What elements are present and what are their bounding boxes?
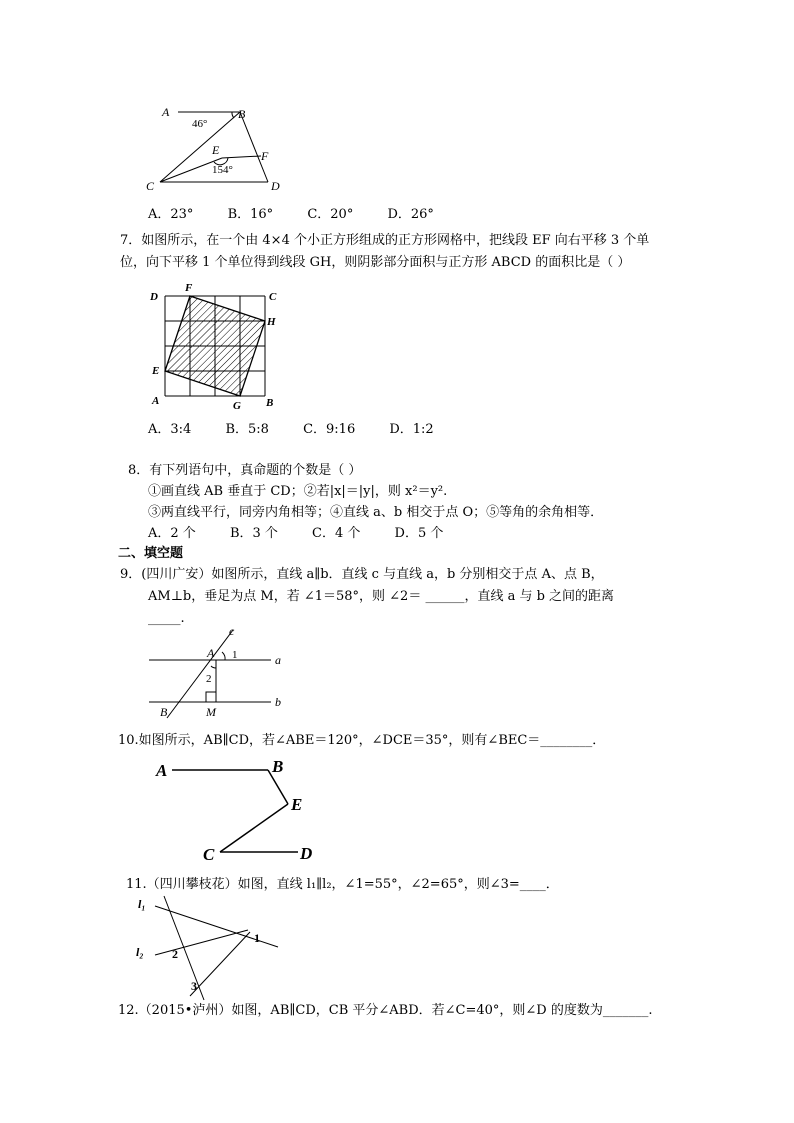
q11-label-l1: l₁ xyxy=(138,897,146,911)
q10-label-c: C xyxy=(203,845,215,864)
q9-label-a-line: a xyxy=(275,653,281,667)
q10-label-b: B xyxy=(272,757,284,776)
q11-label-1: 1 xyxy=(254,931,260,945)
q9-line1: 9．(四川广安）如图所示，直线 a∥b．直线 c 与直线 a，b 分别相交于点 A、点 B， xyxy=(120,567,604,582)
q11-label-l2: l₂ xyxy=(136,945,144,959)
grid-label-e: E xyxy=(152,365,160,377)
figure-q9 xyxy=(145,622,295,722)
q9-label-2: 2 xyxy=(206,673,212,685)
q8-options xyxy=(148,525,473,543)
q9-label-c: c xyxy=(229,624,235,638)
q7-line1: 7．如图所示，在一个由 4×4 个小正方形组成的正方形网格中，把线段 EF 向右平移 3 个单 xyxy=(120,233,650,248)
label-c: C xyxy=(146,179,155,193)
label-b: B xyxy=(238,107,246,121)
q7-options xyxy=(148,421,464,439)
angle-154: 154° xyxy=(212,164,233,176)
q12-line1: 12.（2015•泸州）如图，AB∥CD，CB 平分∠ABD．若∠C=40°，则∠D 的度数为_______. xyxy=(118,1003,653,1018)
q6-option-a: A．23° xyxy=(148,207,194,222)
grid-label-f: F xyxy=(185,282,193,294)
label-a: A xyxy=(162,105,170,119)
q6-option-b: B．16° xyxy=(227,207,274,222)
grid-label-b: B xyxy=(266,397,274,409)
q11-line1: 11.（四川攀枝花）如图，直线 l₁∥l₂，∠1=55°，∠2=65°，则∠3=____． xyxy=(126,877,559,892)
grid-label-h: H xyxy=(267,316,276,328)
grid-label-d: D xyxy=(150,291,158,303)
q7-option-b: B．5:8 xyxy=(225,422,269,437)
angle-46: 46° xyxy=(192,118,208,130)
q9-label-b-line: b xyxy=(275,695,281,709)
q9-line2: AM⊥b，垂足为点 M，若 ∠1＝58°，则 ∠2＝ ______，直线 a 与 b 之间的距离 xyxy=(148,589,615,604)
grid-label-g: G xyxy=(233,400,241,412)
q11-label-2: 2 xyxy=(172,947,178,961)
q7-option-a: A．3:4 xyxy=(148,422,192,437)
q7-option-c: C．9:16 xyxy=(303,422,356,437)
label-f: F xyxy=(261,149,269,163)
q8-option-a: A．2 个 xyxy=(148,526,196,541)
q9-label-1: 1 xyxy=(232,649,238,661)
q8-line2: ①画直线 AB 垂直于 CD；②若|x|＝|y|，则 x²＝y². xyxy=(148,484,448,499)
q9-label-a-point: A xyxy=(207,646,215,660)
q10-line1: 10.如图所示，AB∥CD，若∠ABE＝120°，∠DCE＝35°，则有∠BEC＝________． xyxy=(118,733,606,748)
q7-option-d: D．1:2 xyxy=(389,422,434,437)
figure-q11 xyxy=(130,892,280,1002)
figure-q7-grid xyxy=(145,280,290,412)
q9-label-m: M xyxy=(206,705,216,719)
q8-option-c: C．4 个 xyxy=(312,526,361,541)
q10-label-e: E xyxy=(291,795,303,814)
q6-option-c: C．20° xyxy=(307,207,354,222)
figure-q10 xyxy=(150,756,330,866)
q8-line1: 8．有下列语句中，真命题的个数是（ ） xyxy=(128,463,362,478)
q10-label-a: A xyxy=(156,761,168,780)
q10-label-d: D xyxy=(300,844,313,863)
q11-label-3: 3 xyxy=(191,979,197,993)
q9-label-b-point: B xyxy=(160,705,168,719)
q7-line2: 位，向下平移 1 个单位得到线段 GH，则阴影部分面积与正方形 ABCD 的面积比是（ ） xyxy=(120,255,631,270)
q8-option-d: D．5 个 xyxy=(394,526,444,541)
label-d: D xyxy=(271,179,280,193)
section-title-fill-in: 二、填空题 xyxy=(118,546,184,561)
q8-line3: ③两直线平行，同旁内角相等；④直线 a、b 相交于点 O；⑤等角的余角相等． xyxy=(148,505,604,520)
q8-option-b: B．3 个 xyxy=(229,526,278,541)
q6-options xyxy=(148,206,464,224)
figure-q6 xyxy=(140,98,300,198)
grid-label-c: C xyxy=(269,291,277,303)
grid-label-a: A xyxy=(152,395,160,407)
q6-option-d: D．26° xyxy=(387,207,434,222)
q9-line3: _____. xyxy=(148,611,185,626)
label-e: E xyxy=(212,143,220,157)
